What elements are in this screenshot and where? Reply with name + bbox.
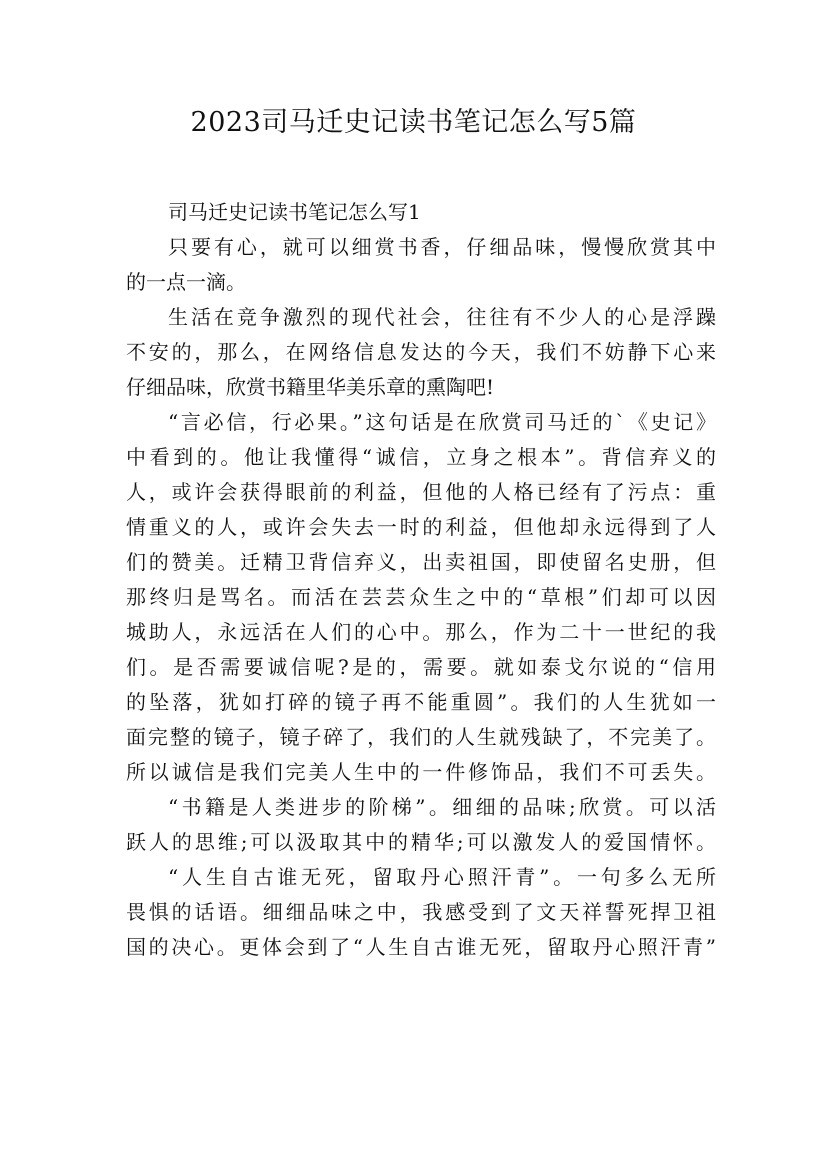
paragraph-line: 生活在竞争激烈的现代社会，往往有不少人的心是浮躁 xyxy=(168,305,716,329)
document-title: 2023司马迁史记读书笔记怎么写5篇 xyxy=(190,107,637,138)
paragraph-line: 们的赞美。迁精卫背信弃义，出卖祖国，即使留名史册，但 xyxy=(126,550,716,574)
paragraph-line: 国的决心。更体会到了“人生自古谁无死，留取丹心照汗青” xyxy=(126,935,716,959)
paragraph-line: 情重义的人，或许会失去一时的利益，但他却永远得到了人 xyxy=(126,515,716,539)
paragraph-line: 只要有心，就可以细赏书香，仔细品味，慢慢欣赏其中 xyxy=(168,235,716,259)
paragraph-line: 畏惧的话语。细细品味之中，我感受到了文天祥誓死捍卫祖 xyxy=(126,900,716,924)
paragraph-line: 仔细品味，欣赏书籍里华美乐章的熏陶吧! xyxy=(126,375,495,399)
paragraph-line: 所以诚信是我们完美人生中的一件修饰品，我们不可丢失。 xyxy=(126,760,716,784)
paragraph-line: 人，或许会获得眼前的利益，但他的人格已经有了污点：重 xyxy=(126,480,716,504)
paragraph-line: 那终归是骂名。而活在芸芸众生之中的“草根”们却可以因 xyxy=(126,585,716,609)
paragraph-line: 跃人的思维;可以汲取其中的精华;可以激发人的爱国情怀。 xyxy=(126,830,716,854)
paragraph-line: 城助人，永远活在人们的心中。那么，作为二十一世纪的我 xyxy=(126,620,716,644)
section-heading: 司马迁史记读书笔记怎么写1 xyxy=(168,200,421,224)
paragraph-line: “书籍是人类进步的阶梯”。细细的品味;欣赏。可以活 xyxy=(168,795,716,819)
paragraph-line: 的一点一滴。 xyxy=(126,270,246,294)
document-body xyxy=(126,195,716,965)
paragraph-line: “人生自古谁无死，留取丹心照汗青”。一句多么无所 xyxy=(168,865,716,889)
paragraph-line: 面完整的镜子，镜子碎了，我们的人生就残缺了，不完美了。 xyxy=(126,725,716,749)
paragraph-line: “言必信，行必果。”这句话是在欣赏司马迁的`《史记》 xyxy=(168,410,716,434)
paragraph-line: 的坠落，犹如打碎的镜子再不能重圆”。我们的人生犹如一 xyxy=(126,690,716,714)
paragraph-line: 中看到的。他让我懂得“诚信，立身之根本”。背信弃义的 xyxy=(126,445,716,469)
paragraph-line: 不安的，那么，在网络信息发达的今天，我们不妨静下心来 xyxy=(126,340,716,364)
paragraph-line: 们。是否需要诚信呢?是的，需要。就如泰戈尔说的“信用 xyxy=(126,655,716,679)
